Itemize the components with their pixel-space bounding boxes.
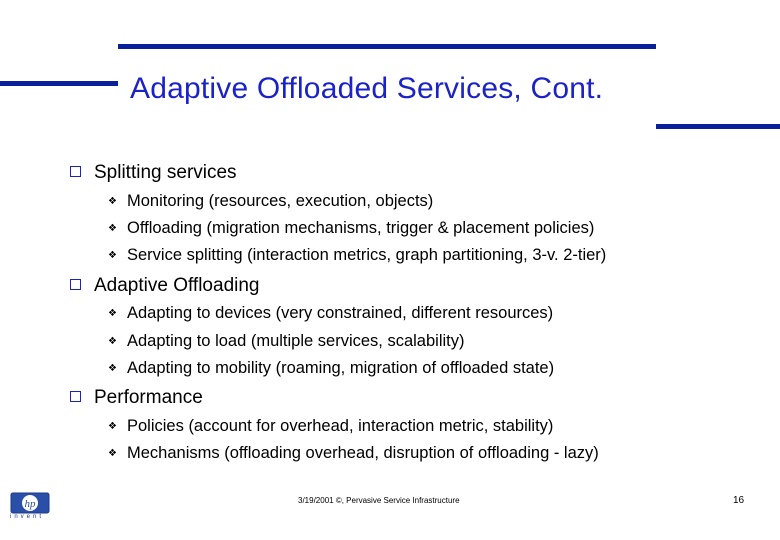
square-bullet-icon	[70, 166, 81, 177]
square-bullet-icon	[70, 391, 81, 402]
logo-tagline: invent	[10, 514, 45, 520]
diamond-bullet-icon: ❖	[108, 196, 117, 207]
diamond-bullet-icon: ❖	[108, 336, 117, 347]
square-bullet-icon	[70, 279, 81, 290]
left-rule	[0, 81, 118, 86]
right-rule	[656, 124, 780, 129]
diamond-bullet-icon: ❖	[108, 363, 117, 374]
diamond-bullet-icon: ❖	[108, 448, 117, 459]
svg-text:hp: hp	[24, 498, 36, 510]
page-number: 16	[733, 495, 745, 506]
diamond-bullet-icon: ❖	[108, 421, 117, 432]
slide-title: Adaptive Offloaded Services, Cont.	[130, 72, 604, 105]
diamond-bullet-icon: ❖	[108, 223, 117, 234]
top-rule	[118, 44, 656, 49]
diamond-bullet-icon: ❖	[108, 250, 117, 261]
footer-text: 3/19/2001 ©, Pervasive Service Infrastructure	[298, 496, 460, 505]
diamond-bullet-icon: ❖	[108, 308, 117, 319]
